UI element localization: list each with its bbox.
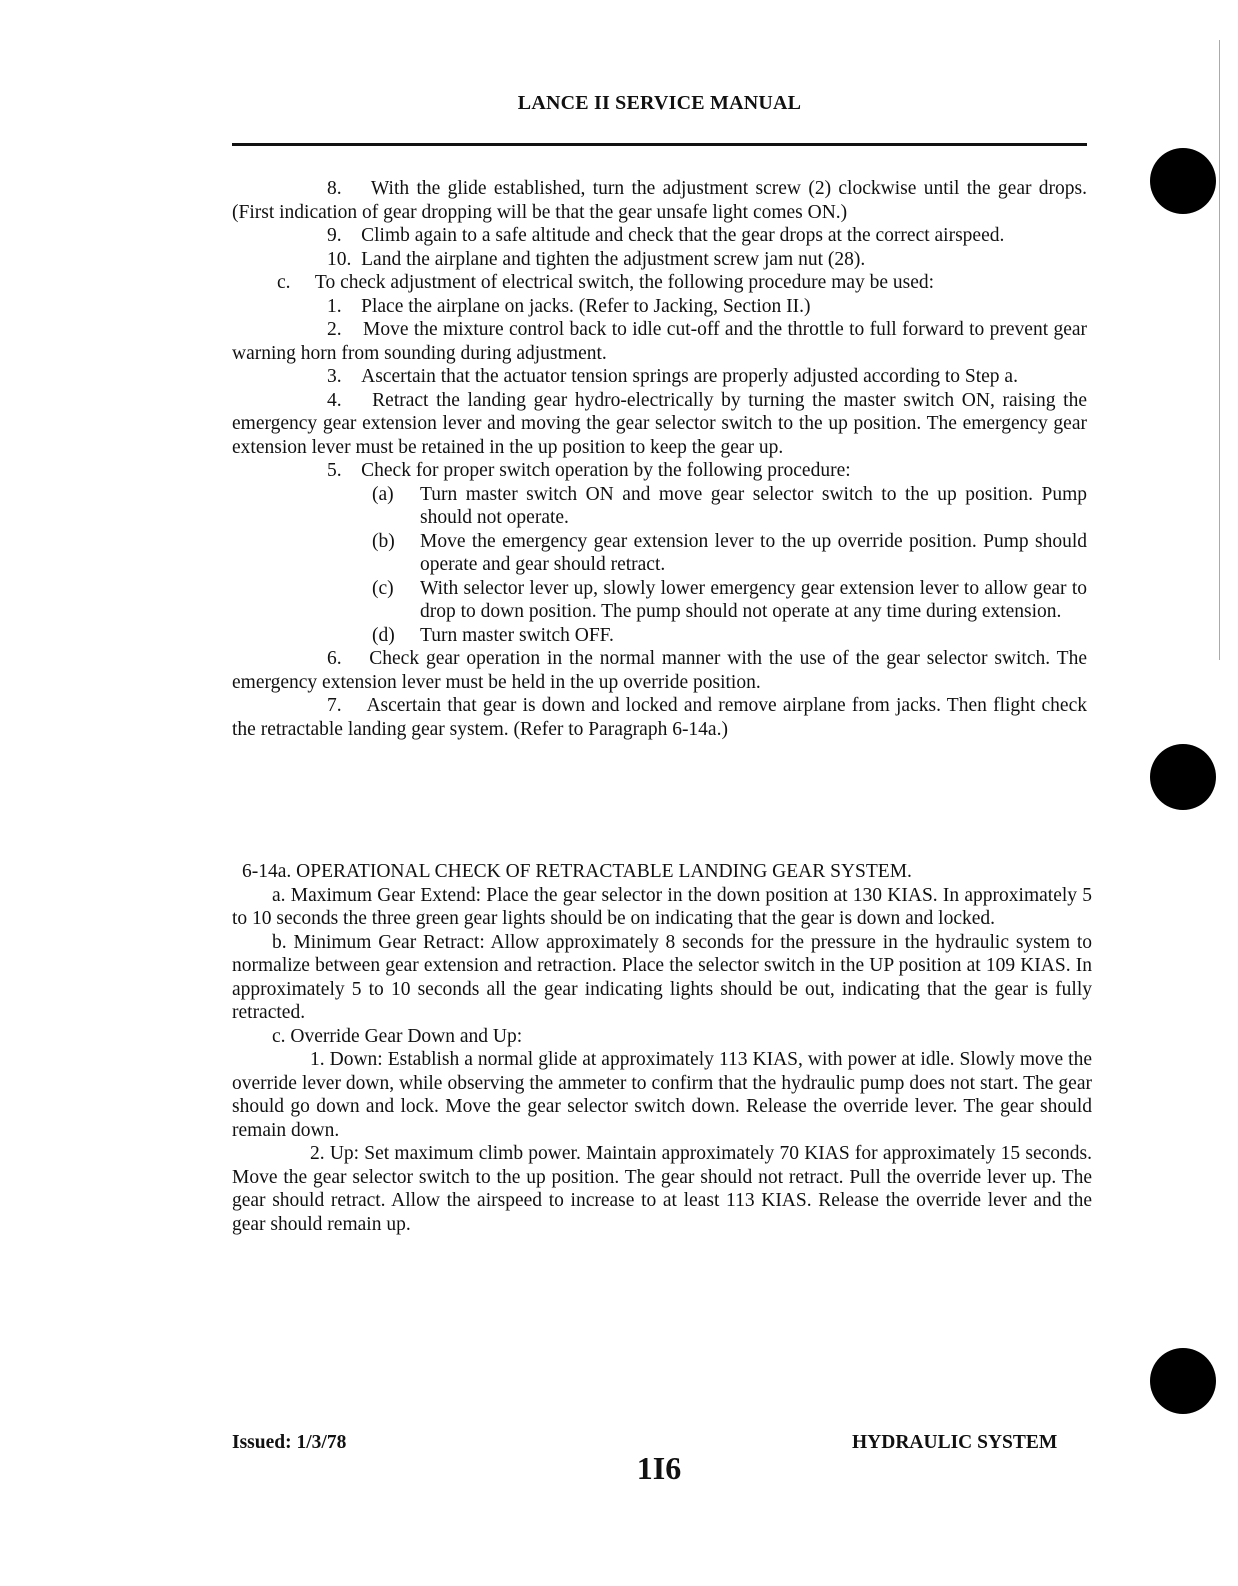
section-title: 6-14a. OPERATIONAL CHECK OF RETRACTABLE LANDING GEAR SYSTEM.	[242, 861, 912, 882]
paragraph-c: c. To check adjustment of electrical switch, the following procedure may be used:	[277, 272, 935, 293]
binder-hole-middle	[1150, 744, 1216, 810]
step-b10: 10. Land the airplane and tighten the adjustment screw jam nut (28).	[327, 248, 866, 270]
step-c4: 4. Retract the landing gear hydro-electrically by turning the master switch ON, raising the emergency gear extension lever and moving the gear selector switch to the up position. The emergency gear extension lever must be retained in the up position to keep the gear up.	[232, 389, 1087, 458]
binder-hole-top	[1150, 148, 1216, 214]
chapter-name: HYDRAULIC SYSTEM	[852, 1432, 1058, 1453]
substep-b: (b) Move the emergency gear extension lever to the up override position. Pump should operate and gear should retract.	[372, 530, 1087, 575]
section-item-a: a. Maximum Gear Extend: Place the gear selector in the down position at 130 KIAS. In approximately 5 to 10 seconds the three green gear lights should be on indicating that the gear is down and locked.	[232, 884, 1092, 929]
step-c1: 1. Place the airplane on jacks. (Refer to Jacking, Section II.)	[327, 295, 811, 317]
step-c7: 7. Ascertain that gear is down and locked and remove airplane from jacks. Then flight check the retractable landing gear system. (Refer to Paragraph 6-14a.)	[232, 695, 1087, 740]
step-c3: 3. Ascertain that the actuator tension springs are properly adjusted according to Step a.	[327, 366, 1018, 387]
section-item-c1: 1. Down: Establish a normal glide at approximately 113 KIAS, with power at idle. Slowly move the override lever down, while observing the ammeter to confirm that the hydraulic pump does not start. The gear should go down and lock. Move the gear selector switch down. Release the override lever. The gear should remain down.	[232, 1049, 1092, 1141]
substep-c: (c) With selector lever up, slowly lower emergency gear extension lever to allow gear to drop to down position. The pump should not operate at any time during extension.	[372, 577, 1087, 622]
issued-date: Issued: 1/3/78	[232, 1432, 347, 1453]
step-c6: 6. Check gear operation in the normal manner with the use of the gear selector switch. The emergency extension lever must be held in the up override position.	[232, 648, 1087, 693]
header-rule	[232, 143, 1087, 146]
step-b9: 9. Climb again to a safe altitude and check that the gear drops at the correct airspeed.	[327, 225, 1005, 246]
substep-a: (a) Turn master switch ON and move gear selector switch to the up position. Pump should not operate.	[372, 483, 1087, 528]
section-item-b: b. Minimum Gear Retract: Allow approximately 8 seconds for the pressure in the hydraulic system to normalize between gear extension and retraction. Place the selector switch in the UP position at 109 KIAS. In approximately 5 to 10 seconds all the gear indicating lights should be out, indicating that the gear is fully retracted.	[232, 931, 1092, 1023]
substep-d: (d) Turn master switch OFF.	[372, 624, 614, 646]
binder-hole-bottom	[1150, 1348, 1216, 1414]
step-b8: 8. With the glide established, turn the adjustment screw (2) clockwise until the gear drops. (First indication of gear dropping will be that the gear unsafe light comes ON.)	[232, 178, 1087, 223]
operational-check-section	[232, 860, 1092, 1236]
step-c2: 2. Move the mixture control back to idle cut-off and the throttle to full forward to prevent gear warning horn from sounding during adjustment.	[232, 319, 1087, 364]
section-item-c2: 2. Up: Set maximum climb power. Maintain approximately 70 KIAS for approximately 15 seconds. Move the gear selector switch to the up position. The gear should not retract. Pull the override lever up. The gear should retract. Allow the airspeed to increase to at least 113 KIAS. Release the override lever and the gear should remain up.	[232, 1143, 1092, 1235]
section-item-c: c. Override Gear Down and Up:	[272, 1025, 523, 1047]
step-c5: 5. Check for proper switch operation by the following procedure:	[327, 460, 851, 481]
page-number: 1I6	[636, 1450, 682, 1486]
page-edge-line	[1219, 40, 1220, 660]
page-header: LANCE II SERVICE MANUAL	[517, 92, 802, 114]
procedure-body	[232, 177, 1087, 741]
